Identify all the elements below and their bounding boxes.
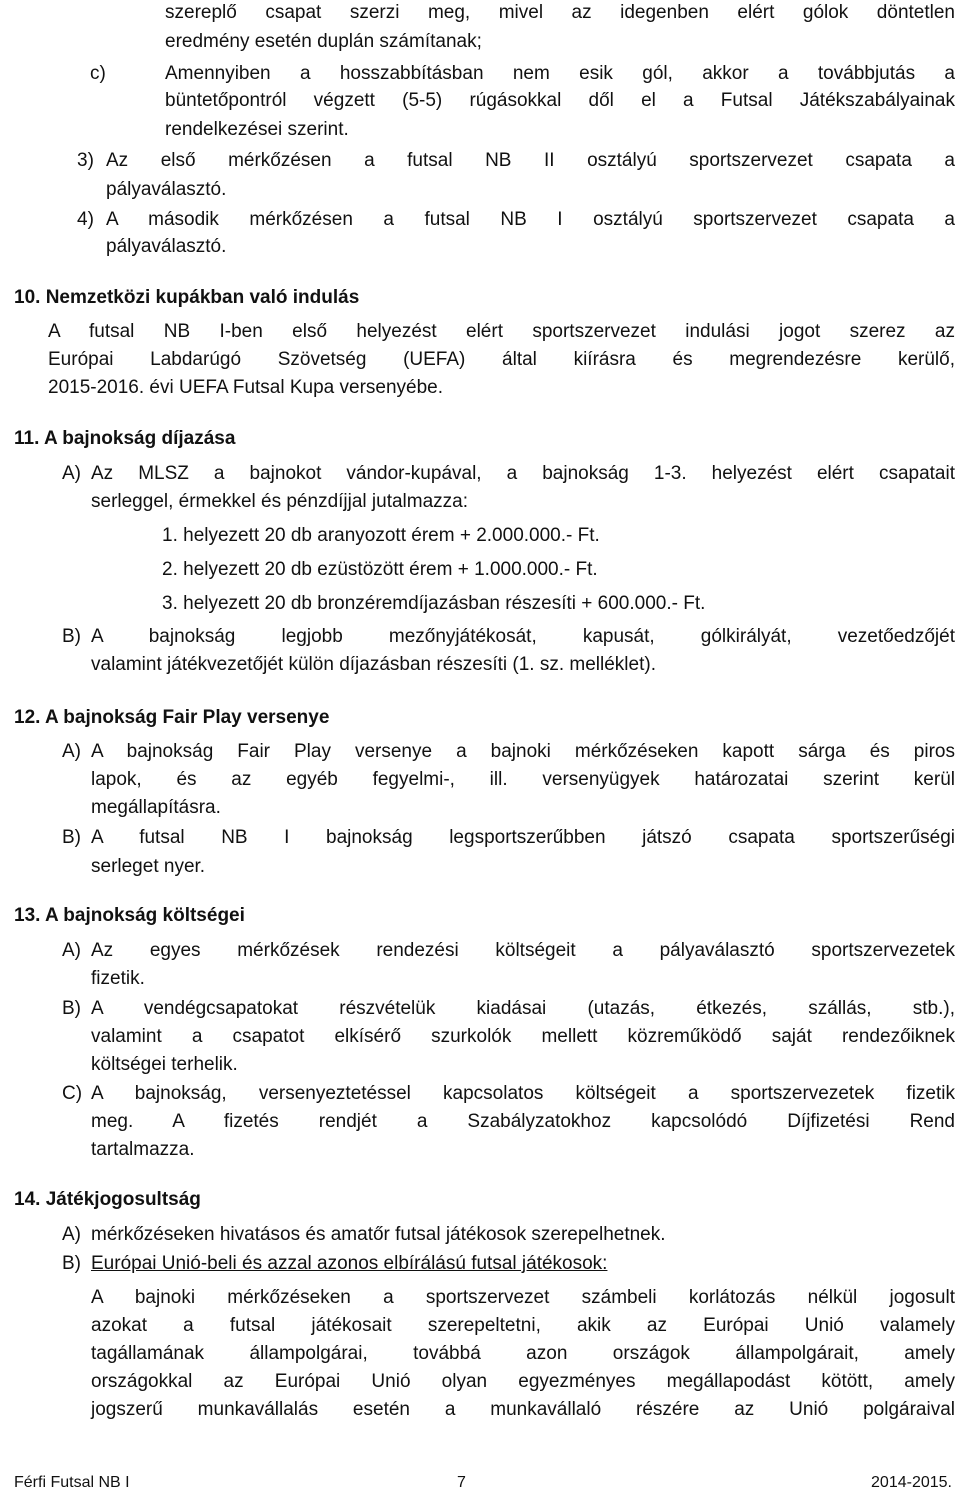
text-line: mérkőzéseken hivatásos és amatőr futsal játékosok szerepelhetnek.: [91, 1224, 666, 1245]
text-line: serleget nyer.: [91, 856, 206, 877]
text-line: azokat a futsal játékosait szerepeltetni, akik az Európai Unió valamely: [91, 1315, 955, 1336]
list-label: B): [62, 1253, 81, 1274]
text-line: Európai Labdarúgó Szövetség (UEFA) által kiírásra és megrendezésre kerülő,: [48, 349, 955, 370]
text-line: rendelkezései szerint.: [165, 119, 349, 140]
section-heading: 13. A bajnokság költségei: [14, 905, 245, 926]
text-line: jogszerű munkavállalás esetén a munkavállaló részére az Unió polgáraival: [91, 1399, 955, 1420]
list-label: A): [62, 741, 81, 762]
list-label: 4): [77, 209, 94, 230]
text-line: A futsal NB I bajnokság legsportszerűbben játszó csapata sportszerűségi: [91, 827, 955, 848]
section-heading: 11. A bajnokság díjazása: [14, 428, 236, 449]
footer-season: 2014-2015.: [871, 1474, 952, 1491]
text-line: tartalmazza.: [91, 1139, 195, 1160]
text-line: megállapításra.: [91, 797, 221, 818]
text-line: költségei terhelik.: [91, 1054, 238, 1075]
text-line: valamint a csapatot elkísérő szurkolók mellett közreműködő saját rendezőiknek: [91, 1026, 955, 1047]
list-label: C): [62, 1083, 83, 1104]
text-line: eredmény esetén duplán számítanak;: [165, 31, 482, 52]
text-line: Az első mérkőzésen a futsal NB II osztályú sportszervezet csapata a: [106, 150, 955, 171]
text-line: Amennyiben a hosszabbításban nem esik gól, akkor a továbbjutás a: [165, 63, 955, 84]
text-line: tagállamának állampolgárai, továbbá azon országok állampolgárait, amely: [91, 1343, 955, 1364]
page-number: 7: [457, 1474, 466, 1491]
section-heading: 14. Játékjogosultság: [14, 1189, 201, 1210]
text-line: A második mérkőzésen a futsal NB I osztályú sportszervezet csapata a: [106, 209, 955, 230]
text-line: szereplő csapat szerzi meg, mivel az idegenben elért gólok döntetlen: [165, 2, 955, 23]
text-line: valamint játékvezetőjét külön díjazásban részesíti (1. sz. melléklet).: [91, 654, 656, 675]
prize-line: 1. helyezett 20 db aranyozott érem + 2.000.000.- Ft.: [162, 525, 600, 546]
underlined-heading: Európai Unió-beli és azzal azonos elbírálású futsal játékosok:: [91, 1253, 608, 1274]
text-line: A bajnoki mérkőzéseken a sportszervezet számbeli korlátozás nélkül jogosult: [91, 1287, 955, 1308]
list-label: A): [62, 463, 81, 484]
list-label: B): [62, 827, 81, 848]
text-line: A bajnokság Fair Play versenye a bajnoki mérkőzéseken kapott sárga és piros: [91, 741, 955, 762]
list-label: A): [62, 940, 81, 961]
text-line: fizetik.: [91, 968, 145, 989]
text-line: Az MLSZ a bajnokot vándor-kupával, a bajnokság 1-3. helyezést elért csapatait: [91, 463, 955, 484]
text-line: pályaválasztó.: [106, 236, 227, 257]
prize-line: 3. helyezett 20 db bronzéremdíjazásban részesíti + 600.000.- Ft.: [162, 593, 706, 614]
prize-line: 2. helyezett 20 db ezüstözött érem + 1.000.000.- Ft.: [162, 559, 598, 580]
section-heading: 10. Nemzetközi kupákban való indulás: [14, 287, 360, 308]
text-line: serleggel, érmekkel és pénzdíjjal jutalmazza:: [91, 491, 469, 512]
section-heading: 12. A bajnokság Fair Play versenye: [14, 707, 330, 728]
text-line: 2015-2016. évi UEFA Futsal Kupa versenyébe.: [48, 377, 444, 398]
list-label: 3): [77, 150, 94, 171]
text-line: országokkal az Európai Unió olyan egyezményes megállapodást kötött, amely: [91, 1371, 955, 1392]
list-label: c): [90, 63, 106, 84]
text-line: meg. A fizetés rendjét a Szabályzatokhoz kapcsolódó Díjfizetési Rend: [91, 1111, 955, 1132]
list-label: B): [62, 998, 81, 1019]
text-line: lapok, és az egyéb fegyelmi-, ill. versenyügyek határozatai szerint kerül: [91, 769, 955, 790]
text-line: A bajnokság legjobb mezőnyjátékosát, kapusát, gólkirályát, vezetőedzőjét: [91, 626, 955, 647]
list-label: A): [62, 1224, 81, 1245]
text-line: A bajnokság, versenyeztetéssel kapcsolatos költségeit a sportszervezetek fizetik: [91, 1083, 955, 1104]
text-line: pályaválasztó.: [106, 179, 227, 200]
footer-title: Férfi Futsal NB I: [14, 1474, 130, 1491]
text-line: A futsal NB I-ben első helyezést elért sportszervezet indulási jogot szerez az: [48, 321, 955, 342]
list-label: B): [62, 626, 81, 647]
text-line: Az egyes mérkőzések rendezési költségeit a pályaválasztó sportszervezetek: [91, 940, 955, 961]
text-line: A vendégcsapatokat részvételük kiadásai (utazás, étkezés, szállás, stb.),: [91, 998, 955, 1019]
text-line: büntetőpontról végzett (5-5) rúgásokkal dől el a Futsal Játékszabályainak: [165, 90, 955, 111]
